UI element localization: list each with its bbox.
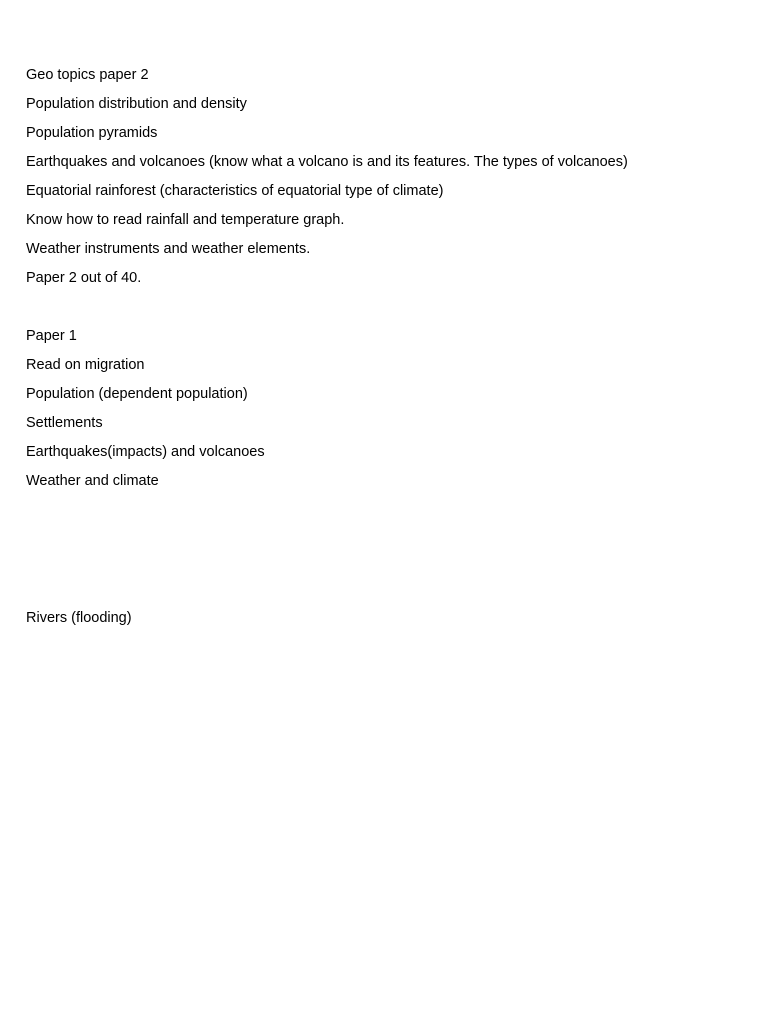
rivers-topic: Rivers (flooding)	[26, 610, 132, 626]
paper2-topic: Population distribution and density	[26, 96, 247, 112]
paper1-topic: Earthquakes(impacts) and volcanoes	[26, 444, 265, 460]
paper1-topic: Read on migration	[26, 357, 145, 373]
paper2-topic: Earthquakes and volcanoes (know what a volcano is and its features. The types of volcanoes)	[26, 154, 628, 170]
paper2-heading: Geo topics paper 2	[26, 67, 149, 83]
paper2-topic: Know how to read rainfall and temperature graph.	[26, 212, 345, 228]
paper2-note: Paper 2 out of 40.	[26, 270, 142, 286]
paper1-heading: Paper 1	[26, 328, 77, 344]
paper2-topic: Population pyramids	[26, 125, 158, 141]
paper2-topic: Weather instruments and weather elements.	[26, 241, 311, 257]
paper2-topic: Equatorial rainforest (characteristics of equatorial type of climate)	[26, 183, 444, 199]
paper1-topic: Population (dependent population)	[26, 386, 248, 402]
paper1-topic: Settlements	[26, 415, 103, 431]
paper1-topic: Weather and climate	[26, 473, 159, 489]
